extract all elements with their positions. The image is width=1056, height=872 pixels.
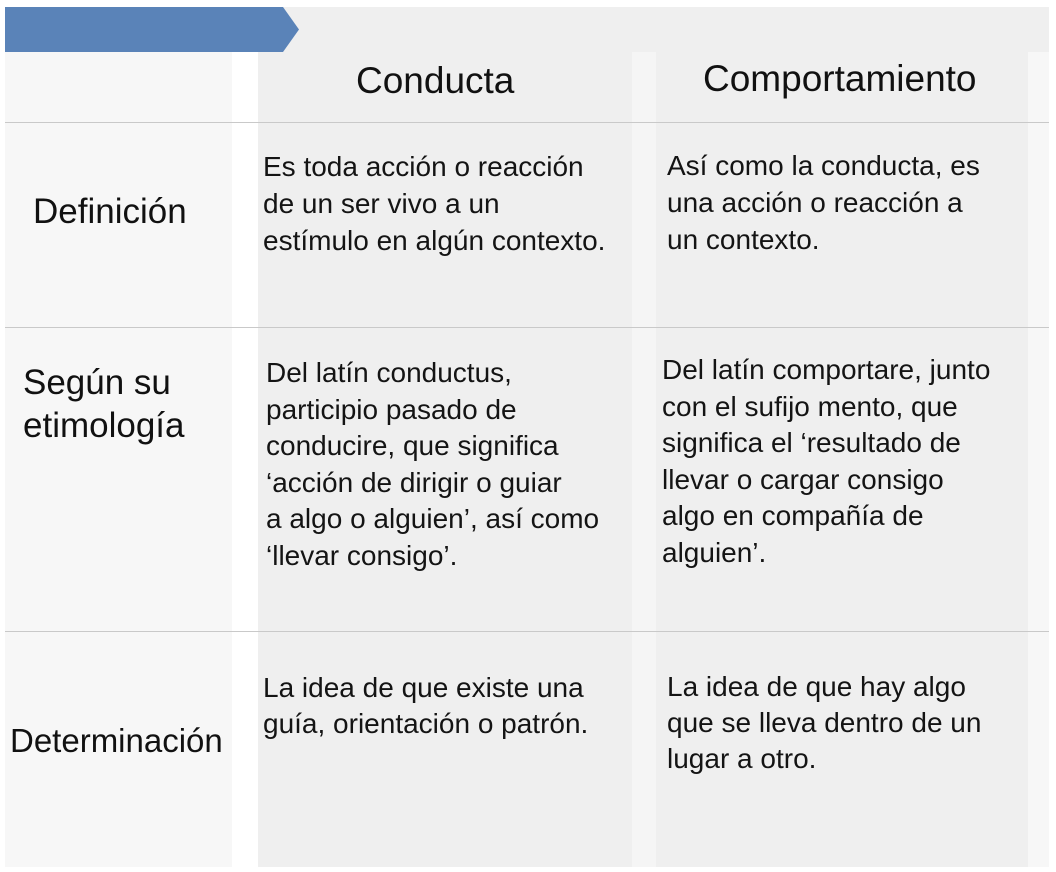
cell-determinacion-comportamiento: La idea de que hay algo que se lleva dentro de un lugar a otro. — [667, 671, 982, 774]
row-label-definicion: Definición — [33, 192, 187, 231]
row-label-determinacion: Determinación — [10, 722, 223, 759]
row-label-etimologia: Según su etimología — [23, 363, 185, 445]
header-conducta: Conducta — [356, 60, 515, 101]
right-margin-column — [1028, 52, 1049, 867]
column-gap — [232, 52, 258, 867]
row-divider — [5, 631, 1049, 632]
column-gap — [632, 52, 656, 867]
header-comportamiento: Comportamiento — [703, 58, 977, 99]
title-arrow-tab — [5, 7, 299, 52]
cell-definicion-comportamiento: Así como la conducta, es una acción o reacción a un contexto. — [667, 150, 980, 255]
cell-determinacion-conducta: La idea de que existe una guía, orientación o patrón. — [263, 672, 589, 739]
cell-etimologia-conducta: Del latín conductus, participio pasado de conducire, que significa ‘acción de dirigir o guiar a algo o alguien’, así como ‘llevar consigo’. — [266, 357, 600, 571]
cell-etimologia-comportamiento: Del latín comportare, junto con el sufijo mento, que significa el ‘resultado de llevar o cargar consigo algo en compañía de alguien’. — [662, 354, 991, 568]
cell-definicion-conducta: Es toda acción o reacción de un ser vivo a un estímulo en algún contexto. — [263, 151, 606, 256]
row-divider — [5, 122, 1049, 123]
row-divider — [5, 327, 1049, 328]
